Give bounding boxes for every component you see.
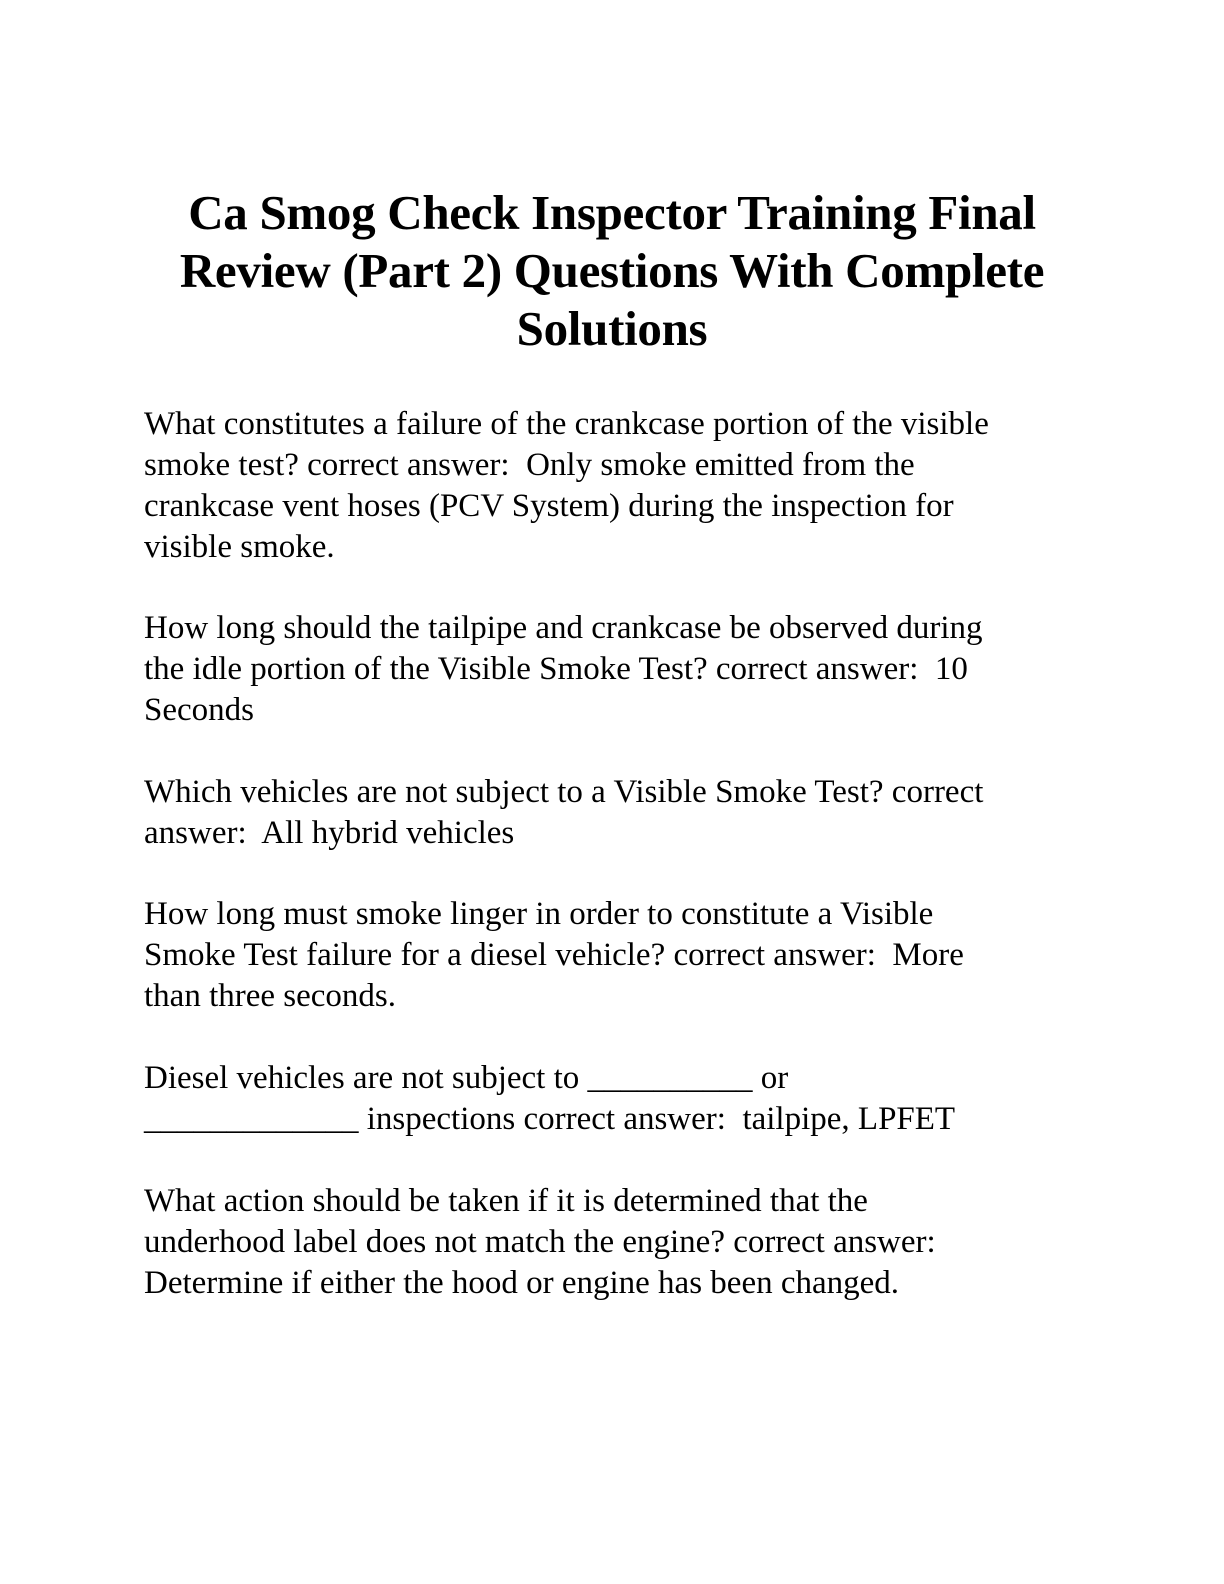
qa-item-crankcase-failure xyxy=(144,404,1084,568)
text-line: What constitutes a failure of the crankcase portion of the visible xyxy=(144,406,989,442)
text-line: the idle portion of the Visible Smoke Test? correct answer: 10 xyxy=(144,651,968,687)
qa-item-exempt-vehicles xyxy=(144,772,1084,854)
text-line: answer: All hybrid vehicles xyxy=(144,815,515,851)
text-line: Determine if either the hood or engine has been changed. xyxy=(144,1265,900,1301)
qa-item-diesel-smoke-linger xyxy=(144,894,1084,1017)
text-line: How long must smoke linger in order to constitute a Visible xyxy=(144,896,934,932)
text-line: Smoke Test failure for a diesel vehicle? correct answer: More xyxy=(144,937,964,973)
document-title xyxy=(100,184,1124,358)
text-line: crankcase vent hoses (PCV System) during the inspection for xyxy=(144,488,954,524)
qa-item-idle-observation xyxy=(144,608,1084,731)
text-line: How long should the tailpipe and crankcase be observed during xyxy=(144,610,983,646)
text-line: What action should be taken if it is determined that the xyxy=(144,1183,868,1219)
text-line: Seconds xyxy=(144,692,254,728)
text-line: Diesel vehicles are not subject to __________ or xyxy=(144,1060,789,1096)
title-line: Solutions xyxy=(516,301,708,356)
text-line: visible smoke. xyxy=(144,529,335,565)
text-line: Which vehicles are not subject to a Visible Smoke Test? correct xyxy=(144,774,984,810)
text-line: smoke test? correct answer: Only smoke emitted from the xyxy=(144,447,915,483)
text-line: _____________ inspections correct answer: tailpipe, LPFET xyxy=(144,1101,956,1137)
qa-item-diesel-exemptions xyxy=(144,1058,1084,1140)
title-line: Review (Part 2) Questions With Complete xyxy=(179,243,1045,298)
title-line: Ca Smog Check Inspector Training Final xyxy=(188,185,1036,240)
text-line: underhood label does not match the engine? correct answer: xyxy=(144,1224,936,1260)
text-line: than three seconds. xyxy=(144,978,396,1014)
qa-item-underhood-label xyxy=(144,1181,1084,1304)
